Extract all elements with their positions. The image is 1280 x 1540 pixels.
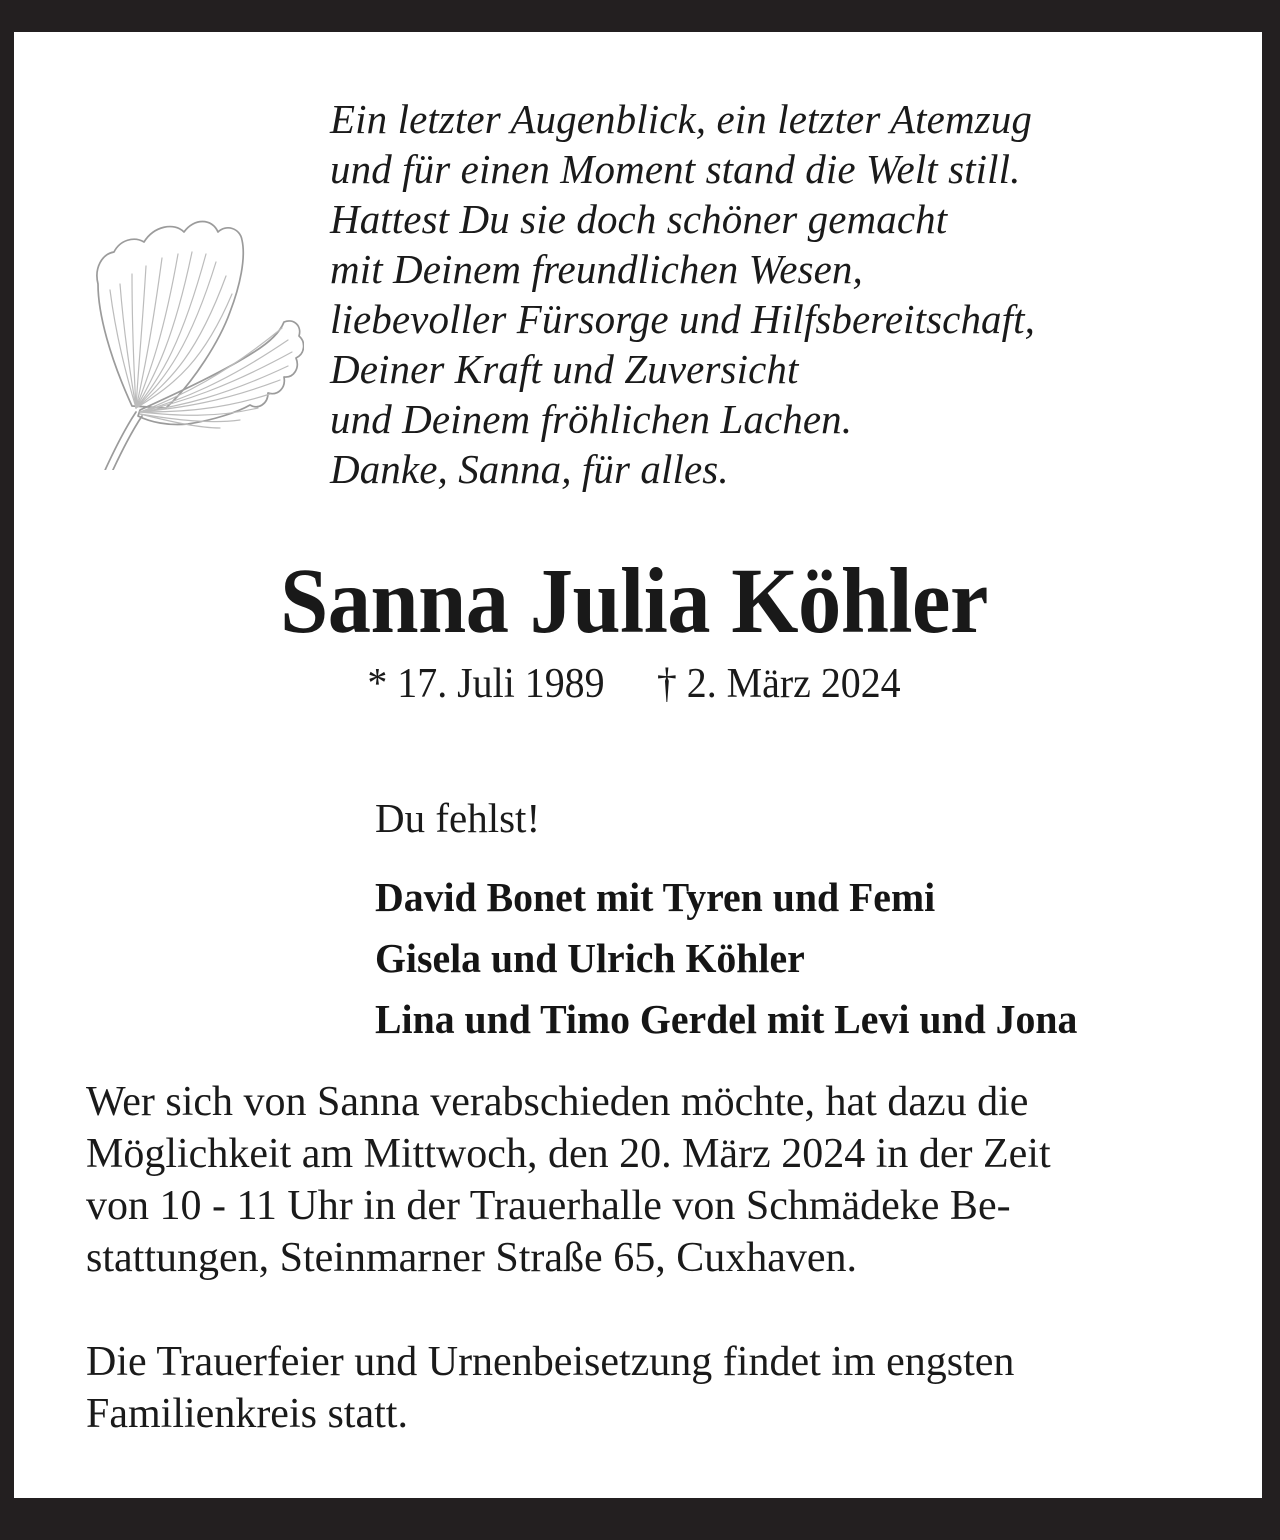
verse-line: und für einen Moment stand die Welt still. — [330, 146, 1021, 192]
paragraph-line: Wer sich von Sanna verabschieden möchte, hat dazu die — [86, 1079, 1029, 1125]
paragraph-line: von 10 - 11 Uhr in der Trauerhalle von Schmädeke Be- — [86, 1183, 1011, 1229]
deceased-name-block — [74, 552, 1194, 708]
verse-line: und Deinem fröhlichen Lachen. — [330, 396, 853, 442]
mourner-name: Lina und Timo Gerdel mit Levi und Jona — [375, 996, 1078, 1042]
ceremony-paragraph — [86, 1336, 1206, 1440]
memorial-verse — [330, 94, 1230, 494]
verse-line: liebevoller Fürsorge und Hilfsbereitschaft, — [330, 296, 1035, 342]
mourner-name: David Bonet mit Tyren und Femi — [375, 874, 936, 920]
mourners-block — [375, 793, 1205, 1050]
paragraph-line: Möglichkeit am Mittwoch, den 20. März 2024 in der Zeit — [86, 1131, 1051, 1177]
birth-date: * 17. Juli 1989 — [367, 661, 605, 707]
verse-line: mit Deinem freundlichen Wesen, — [330, 246, 863, 292]
farewell-paragraph — [86, 1076, 1206, 1284]
notice-body — [86, 1076, 1206, 1440]
mourner-name: Gisela und Ulrich Köhler — [375, 935, 805, 981]
death-date: † 2. März 2024 — [656, 661, 901, 707]
mourners-intro: Du fehlst! — [375, 795, 541, 841]
verse-line: Ein letzter Augenblick, ein letzter Atemzug — [330, 96, 1032, 142]
verse-line: Hattest Du sie doch schöner gemacht — [330, 196, 948, 242]
death-notice-card — [14, 32, 1262, 1498]
paragraph-line: Die Trauerfeier und Urnenbeisetzung findet im engsten — [86, 1339, 1015, 1385]
deceased-name: Sanna Julia Köhler — [280, 550, 988, 653]
paragraph-line: Familienkreis statt. — [86, 1391, 408, 1437]
verse-line: Danke, Sanna, für alles. — [330, 446, 729, 492]
ginkgo-leaf-icon — [54, 90, 304, 470]
paragraph-line: stattungen, Steinmarner Straße 65, Cuxhaven. — [86, 1235, 857, 1281]
life-dates — [102, 660, 1166, 708]
verse-line: Deiner Kraft und Zuversicht — [330, 346, 799, 392]
